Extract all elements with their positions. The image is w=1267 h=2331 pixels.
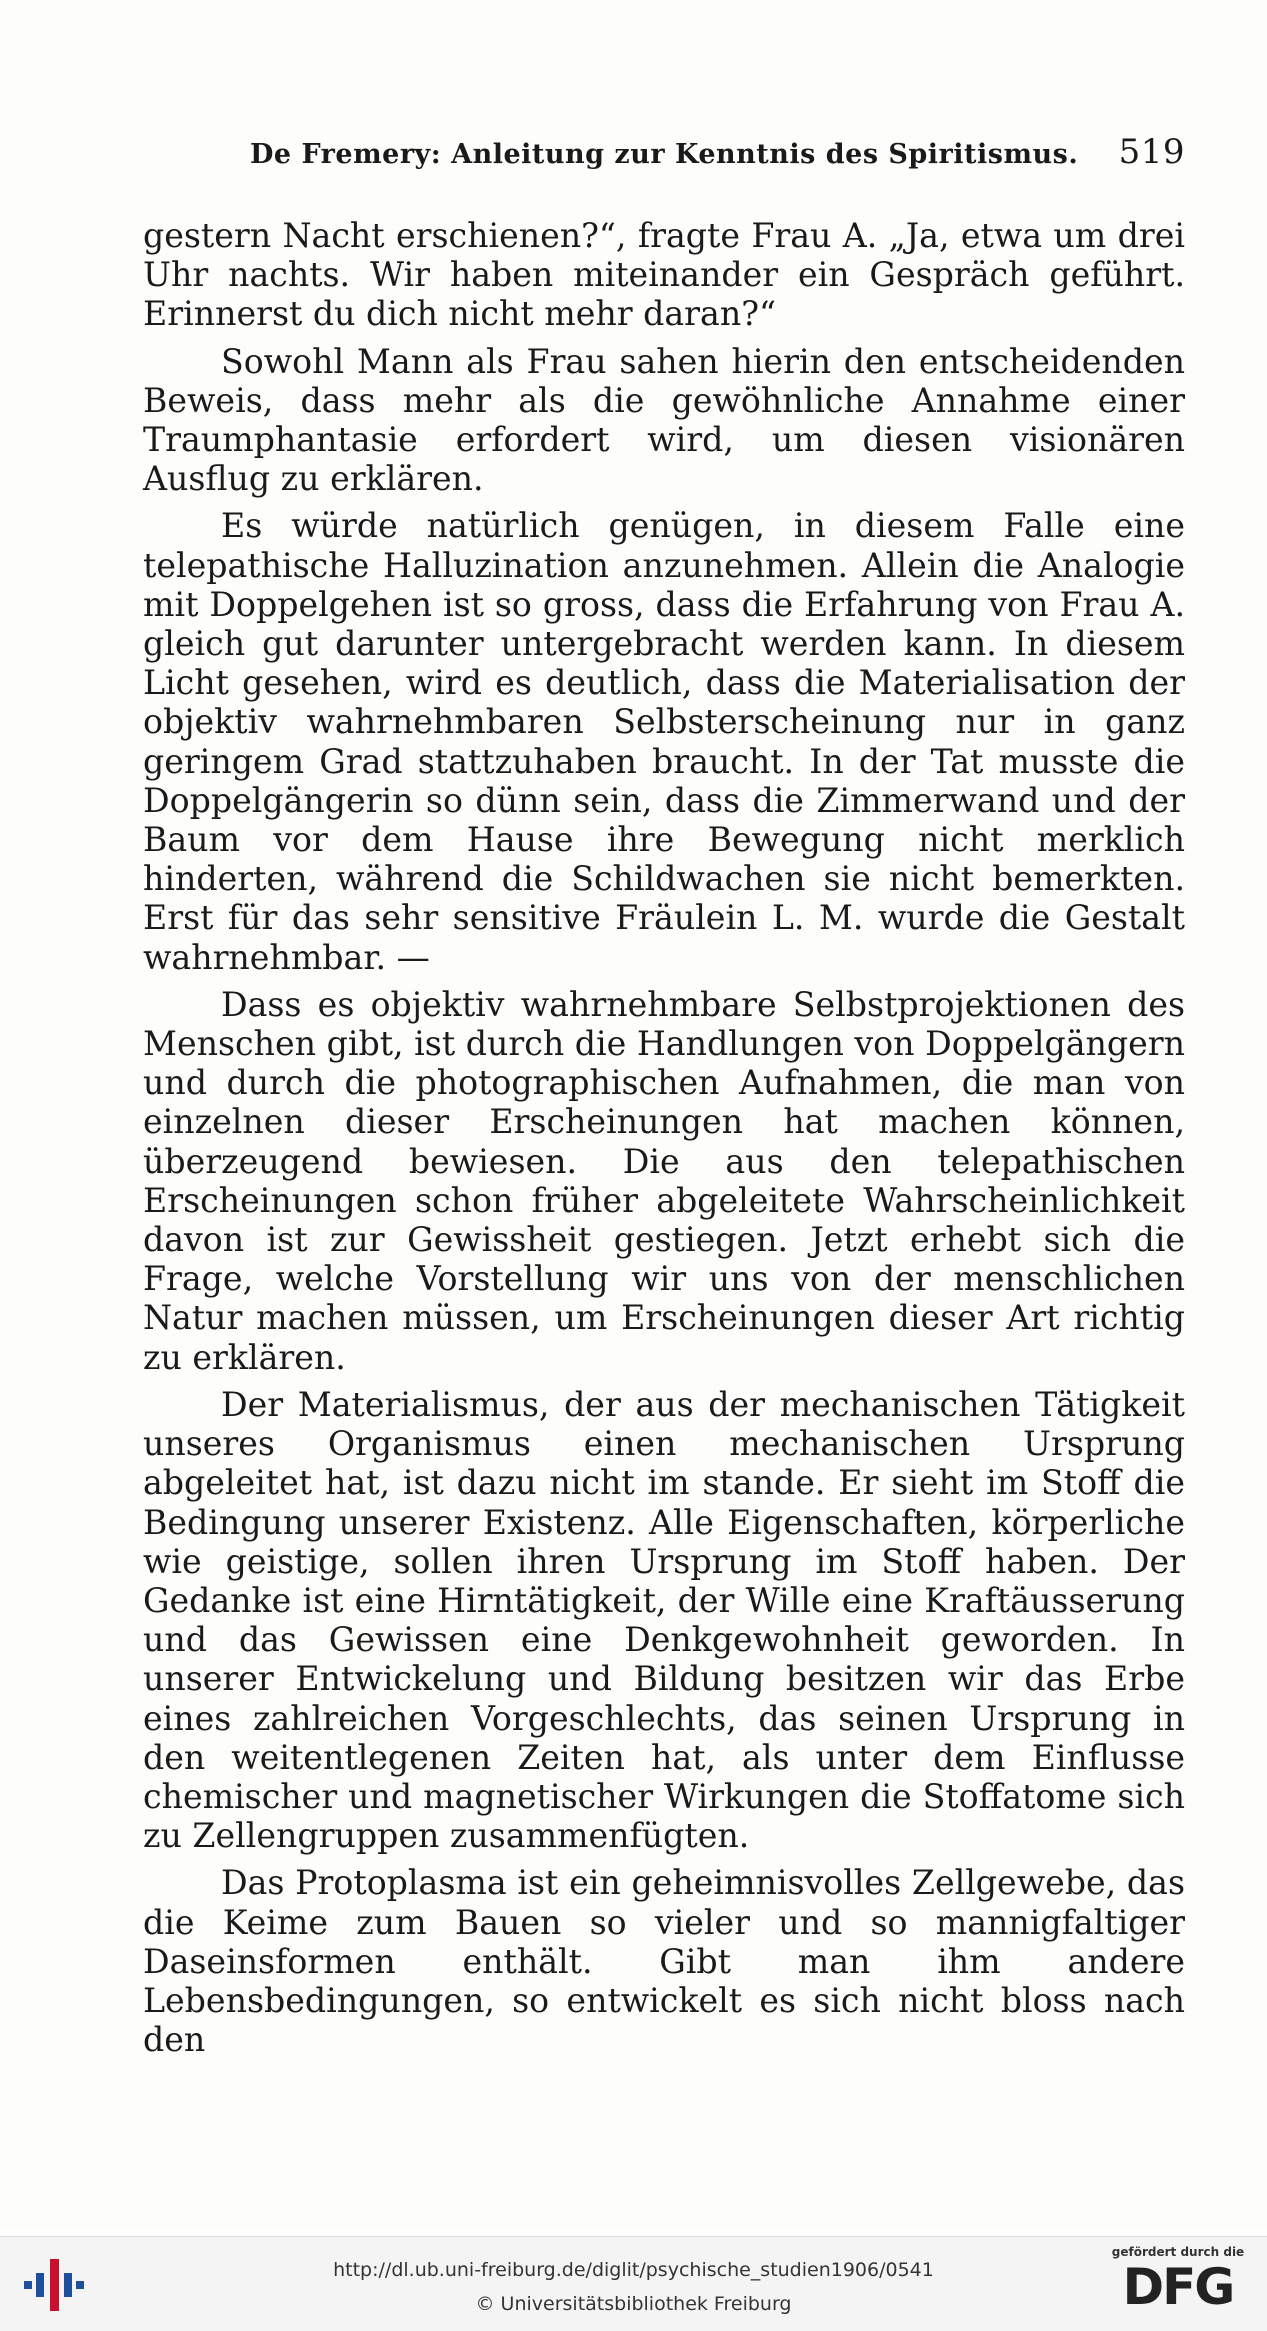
paragraph: Es würde natürlich genügen, in diesem Falle eine telepathische Halluzination anzunehmen. Allein die Analogie mit Doppelgehen ist so gross, dass die Erfahrung von Frau A. gleich gut darunter untergebracht werden kann. In diesem Licht gesehen, wird es deutlich, dass die Materialisation der objektiv wahrnehmbaren Selbsterscheinung nur in ganz geringem Grad stattzuhaben braucht. In der Tat musste die Doppelgängerin so dünn sein, dass die Zimmerwand und der Baum vor dem Hause ihre Bewegung nicht merklich hinderten, während die Schildwachen sie nicht bemerkten. Erst für das sehr sensitive Fräulein L. M. wurde die Gestalt wahrnehmbar. — xyxy=(143,506,1185,977)
paragraph: Sowohl Mann als Frau sahen hierin den entscheidenden Beweis, dass mehr als die gewöhnliche Annahme einer Traumphantasie erfordert wird, um diesen visionären Ausflug zu erklären. xyxy=(143,341,1185,499)
running-header xyxy=(250,132,1185,172)
paragraph: Das Protoplasma ist ein geheimnisvolles Zellgewebe, das die Keime zum Bauen so vieler und so mannigfaltiger Daseinsformen enthält. Gibt man ihm andere Lebensbedingungen, so entwickelt es sich nicht bloss nach den xyxy=(143,1863,1185,2060)
paragraph: Dass es objektiv wahrnehmbare Selbstprojektionen des Menschen gibt, ist durch die Handlungen von Doppelgängern und durch die photographischen Aufnahmen, die man von einzelnen dieser Erscheinungen hat machen können, überzeugend bewiesen. Die aus den telepathischen Erscheinungen schon früher abgeleitete Wahrscheinlichkeit davon ist zur Gewissheit gestiegen. Jetzt erhebt sich die Frage, welche Vorstellung wir uns von der menschlichen Natur machen müssen, um Erscheinungen dieser Art richtig zu erklären. xyxy=(143,984,1185,1377)
paragraph: gestern Nacht erschienen?“, fragte Frau A. „Ja, etwa um drei Uhr nachts. Wir haben miteinander ein Gespräch geführt. Erinnerst du dich nicht mehr daran?“ xyxy=(143,216,1185,334)
copyright-text: © Universitätsbibliothek Freiburg xyxy=(475,2293,792,2315)
funding-note: gefördert durch die xyxy=(1111,2245,1245,2259)
viewer-footer xyxy=(0,2236,1267,2331)
body-text xyxy=(143,216,1185,2059)
funder-name: DFG xyxy=(1122,2258,1234,2316)
dfg-logo-icon xyxy=(1109,2245,1247,2325)
document-url-link[interactable]: http://dl.ub.uni-freiburg.de/diglit/psychische_studien1906/0541 xyxy=(333,2259,934,2281)
page-number: 519 xyxy=(1118,132,1185,172)
paragraph: Der Materialismus, der aus der mechanischen Tätigkeit unseres Organismus einen mechanischen Ursprung abgeleitet hat, ist dazu nicht im stande. Er sieht im Stoff die Bedingung unserer Existenz. Alle Eigenschaften, körperliche wie geistige, sollen ihren Ursprung im Stoff haben. Der Gedanke ist eine Hirntätigkeit, der Wille eine Kraftäusserung und das Gewissen eine Denkgewohnheit geworden. In unserer Entwickelung und Bildung besitzen wir das Erbe eines zahlreichen Vorgeschlechts, das seinen Ursprung in den weitentlegenen Zeiten hat, als unter dem Einflusse chemischer und magnetischer Wirkungen die Stoffatome sich zu Zellengruppen zusammenfügten. xyxy=(143,1384,1185,1856)
running-title: De Fremery: Anleitung zur Kenntnis des Spiritismus. xyxy=(250,139,1079,170)
